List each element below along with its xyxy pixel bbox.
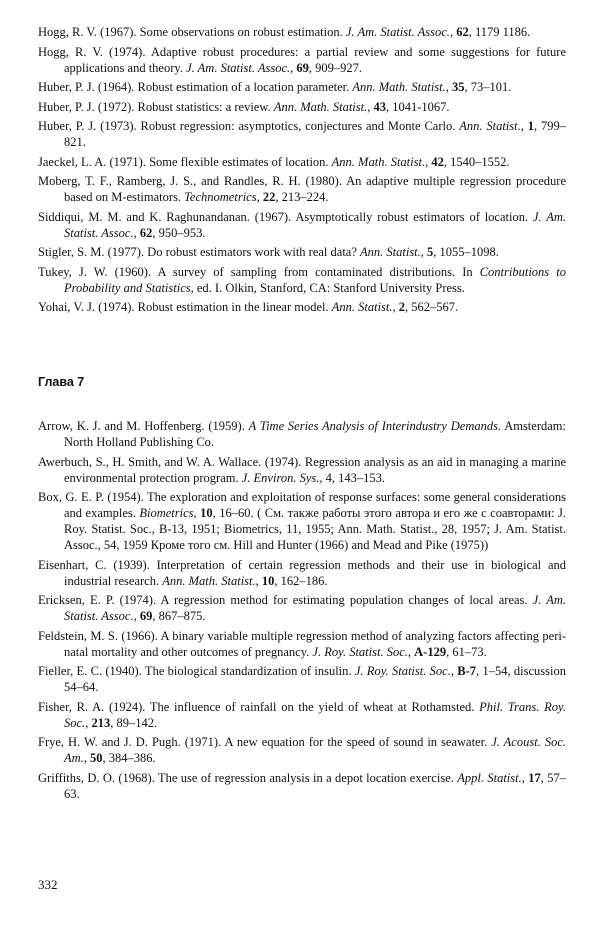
reference-entry: Frye, H. W. and J. D. Pugh. (1971). A new equation for the speed of sound in seawater. J. Acoust. Soc. Am., 50, 384–386. (38, 735, 566, 765)
reference-entry: Stigler, S. M. (1977). Do robust estimators work with real data? Ann. Statist., 5, 1055–1098. (38, 245, 499, 259)
reference-list-chapter-7 (38, 418, 566, 805)
reference-entry: Hogg, R. V. (1974). Adaptive robust procedures: a partial review and some suggestions for future applications and theory. J. Am. Statist. Assoc., 69, 909–927. (38, 44, 566, 75)
reference-entry: Griffiths, D. O. (1968). The use of regression analysis in a depot location exercise. Appl. Statist., 17, 57–63. (38, 770, 566, 801)
reference-entry: Moberg, T. F., Ramberg, J. S., and Randles, R. H. (1980). An adaptive multiple regression procedure based on M-estimators. Technometrics, 22, 213–224. (38, 174, 566, 204)
reference-entry: Eisenhart, C. (1939). Interpretation of certain regression methods and their use in biological and industrial research. Ann. Math. Statist., 10, 162–186. (38, 557, 566, 588)
reference-entry: Awerbuch, S., H. Smith, and W. A. Wallace. (1974). Regression analysis as an aid in managing a marine environmental protection program. J. Environ. Sys., 4, 143–153. (38, 454, 566, 485)
reference-entry: Yohai, V. J. (1974). Robust estimation in the linear model. Ann. Statist., 2, 562–567. (38, 300, 459, 314)
reference-entry: Ericksen, E. P. (1974). A regression method for estimating population changes of local areas. J. Am. Statist. Assoc., 69, 867–875. (38, 593, 566, 623)
reference-entry: Fisher, R. A. (1924). The influence of rainfall on the yield of wheat at Rothamsted. Phil. Trans. Roy. Soc., 213, 89–142. (38, 699, 566, 730)
chapter-heading: Глава 7 (38, 375, 85, 389)
reference-entry: Fieller, E. C. (1940). The biological standardization of insulin. J. Roy. Statist. Soc., B-7, 1–54, discussion 54–64. (38, 664, 566, 694)
page-number: 332 (38, 877, 58, 892)
reference-entry: Feldstein, M. S. (1966). A binary variable multiple regression method of analyzing factors affecting peri-natal mortality and other outcomes of pregnancy. J. Roy. Statist. Soc., A-129, 61–73. (38, 628, 566, 659)
reference-entry: Huber, P. J. (1972). Robust statistics: a review. Ann. Math. Statist., 43, 1041-1067. (38, 99, 450, 114)
reference-entry: Siddiqui, M. M. and K. Raghunandanan. (1967). Asymptotically robust estimators of location. J. Am. Statist. Assoc., 62, 950–953. (38, 209, 566, 240)
reference-entry: Huber, P. J. (1964). Robust estimation of a location parameter. Ann. Math. Statist., 35, 73–101. (38, 80, 512, 94)
reference-list-top (38, 24, 566, 319)
reference-entry: Tukey, J. W. (1960). A survey of sampling from contaminated distributions. In Contributions to Probability and Statistics, ed. I. Olkin, Stanford, CA: Stanford University Press. (38, 264, 566, 295)
reference-entry: Jaeckel, L. A. (1971). Some flexible estimates of location. Ann. Math. Statist., 42, 1540–1552. (38, 154, 510, 169)
reference-entry: Box, G. E. P. (1954). The exploration and exploitation of response surfaces: some general considerations and examples. Biometrics, 10, 16–60. ( См. также работы этого автора и его же с соавторами: J. Roy. Statist. Soc., B-13, 1951; Biometrics, 11, 1955; Ann. Math. Statist., 28, 1957; J. Am. Statist. Assoc., 54, 1959 Кроме того см. Hill and Hunter (1966) and Mead and Pike (1975)) (38, 490, 566, 552)
reference-entry: Hogg, R. V. (1967). Some observations on robust estimation. J. Am. Statist. Assoc., 62, 1179 1186. (38, 25, 531, 39)
reference-entry: Arrow, K. J. and M. Hoffenberg. (1959). A Time Series Analysis of Interindustry Demands. Amsterdam: North Holland Publishing Co. (38, 419, 566, 449)
reference-entry: Huber, P. J. (1973). Robust regression: asymptotics, conjectures and Monte Carlo. Ann. Statist., 1, 799–821. (38, 119, 566, 149)
